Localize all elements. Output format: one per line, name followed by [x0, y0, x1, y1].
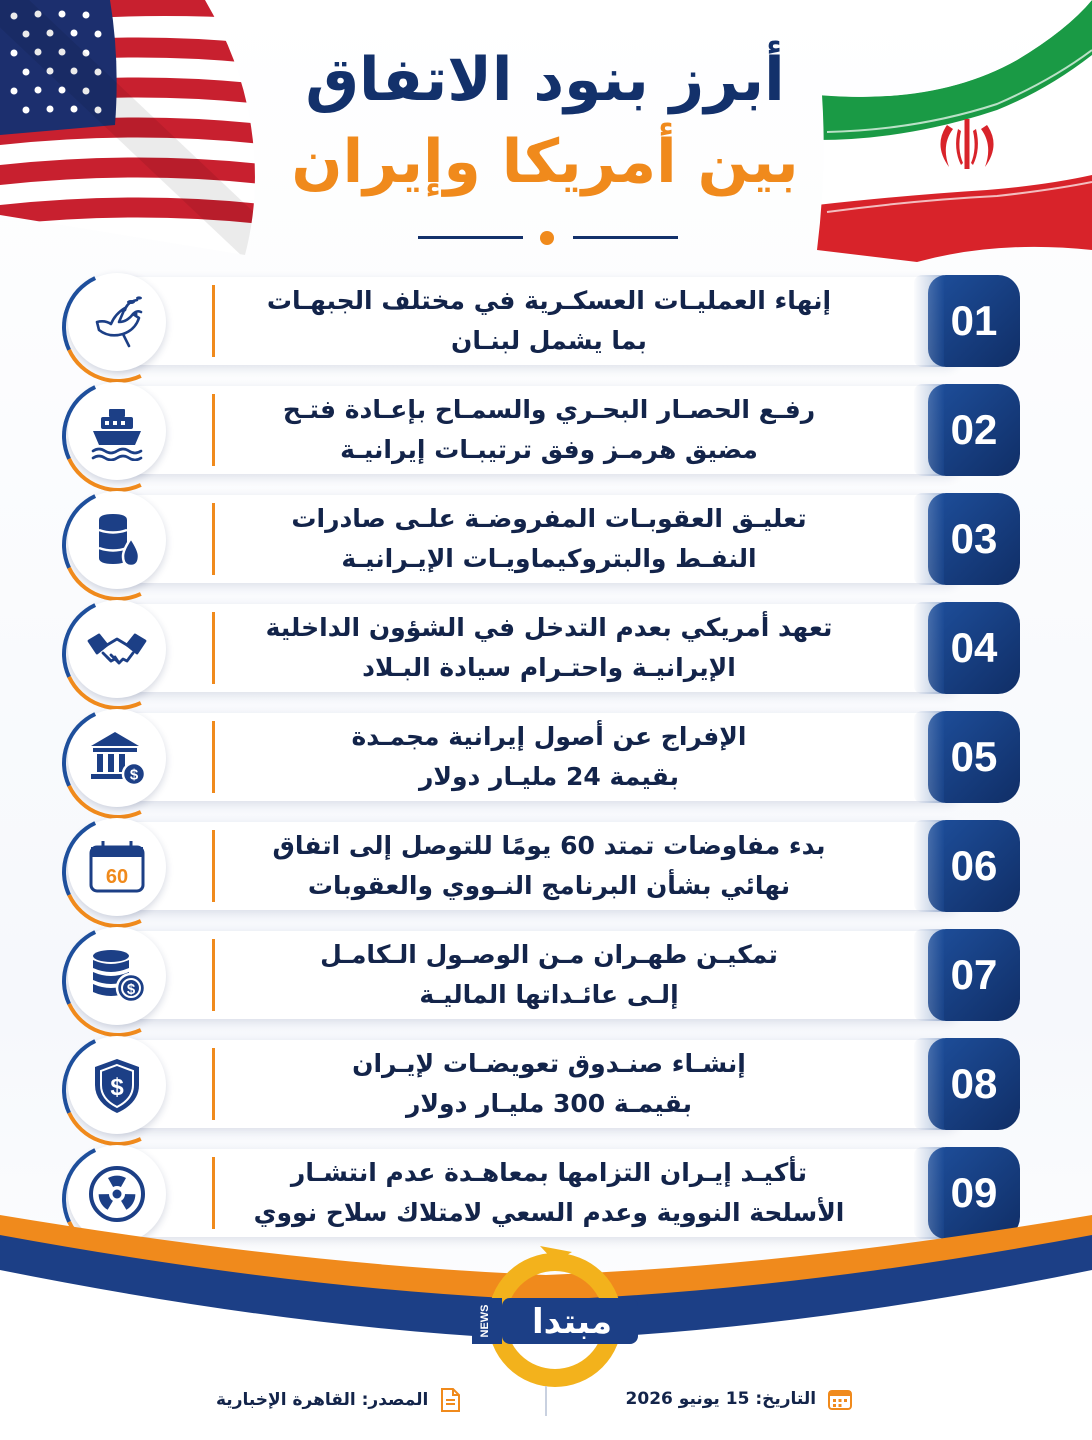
item-text-line-1: تعهد أمريكي بعدم التدخل في الشؤون الداخلية [265, 613, 833, 642]
item-text-line-1: رفـع الحصـار البحـري والسمـاح بإعـادة فتـح [282, 395, 816, 424]
item-text-line-2: إلـى عائـداتها الماليـة [419, 980, 679, 1009]
bank-icon [87, 728, 147, 788]
item-icon-circle [68, 273, 166, 371]
item-separator [212, 285, 215, 357]
item-text-line-2: نهائي بشأن البرنامج النـووي والعقوبات [307, 871, 791, 900]
item-text-line-1: تأكيـد إيـران التزامها بمعاهـدة عدم انتشـار [290, 1158, 808, 1187]
coins-icon [87, 946, 147, 1006]
item-number-badge: 07 [928, 929, 1020, 1021]
item-number-badge: 09 [928, 1147, 1020, 1239]
dove-icon [87, 292, 147, 352]
item-icon-circle [68, 491, 166, 589]
item-separator [212, 830, 215, 902]
item-icon-circle [68, 927, 166, 1025]
item-text [228, 717, 870, 797]
logo-news-text: NEWS [479, 1304, 491, 1338]
item-separator [212, 503, 215, 575]
ship-icon [87, 401, 147, 461]
item-text-line-2: الأسلحة النووية وعدم السعي لامتلاك سلاح نووي [253, 1198, 845, 1227]
item-text-line-2: بما يشمل لبنـان [451, 326, 647, 355]
oil-barrel-icon [87, 510, 147, 570]
item-text-line-2: النفـط والبتروكيماويـات الإيـرانيـة [341, 544, 757, 573]
logo-brand-text: مبتدا [531, 1302, 613, 1342]
item-text-line-2: بقيمـة 300 مليـار دولار [406, 1089, 692, 1118]
handshake-icon [87, 619, 147, 679]
item-text [228, 826, 870, 906]
item-text [228, 499, 870, 579]
item-number-badge: 04 [928, 602, 1020, 694]
item-text [228, 390, 870, 470]
agreement-item [68, 275, 1020, 369]
item-icon-circle [68, 709, 166, 807]
item-text-line-2: بقيمة 24 مليـار دولار [418, 762, 679, 791]
agreement-item [68, 602, 1020, 696]
footer-bar [0, 1380, 1092, 1420]
item-separator [212, 394, 215, 466]
agreement-item [68, 820, 1020, 914]
item-text [228, 935, 870, 1015]
item-text [228, 281, 870, 361]
item-icon-circle [68, 1036, 166, 1134]
item-number-badge: 02 [928, 384, 1020, 476]
item-number-badge: 01 [928, 275, 1020, 367]
page-title: أبرز بنود الاتفاق [305, 45, 785, 115]
item-icon-circle [68, 600, 166, 698]
footer-date-text: التاريخ: 15 يونيو 2026 [625, 1389, 817, 1409]
calendar-icon [87, 837, 147, 897]
footer-source [216, 1388, 460, 1412]
item-number-badge: 05 [928, 711, 1020, 803]
svg-text:$: $ [126, 981, 136, 998]
item-text-line-2: الإيرانيـة واحتـرام سيادة البـلاد [362, 653, 736, 682]
item-text-line-1: تعليـق العقوبـات المفروضـة علـى صادرات [291, 504, 807, 533]
item-text-line-1: تمكيـن طهـران مـن الوصـول الـكامـل [320, 940, 778, 969]
svg-text:$: $ [110, 1074, 124, 1101]
title-divider [418, 236, 678, 239]
item-text [228, 608, 870, 688]
iran-flag-image [817, 0, 1092, 265]
us-flag-image [0, 0, 270, 255]
item-text-line-2: مضيق هرمـز وفق ترتيبـات إيرانيـة [340, 435, 758, 464]
item-text-line-1: بدء مفاوضات تمتد 60 يومًا للتوصل إلى اتفاق [272, 831, 826, 860]
footer-divider [545, 1386, 547, 1416]
item-separator [212, 612, 215, 684]
mubtada-news-logo [460, 1240, 650, 1390]
agreement-item [68, 384, 1020, 478]
item-number-badge: 08 [928, 1038, 1020, 1130]
item-text-line-1: الإفراج عن أصول إيرانية مجمـدة [351, 722, 747, 751]
agreement-item [68, 711, 1020, 805]
footer-date [626, 1388, 852, 1410]
document-icon [440, 1388, 460, 1412]
footer-source-text: المصدر: القاهرة الإخبارية [216, 1390, 429, 1410]
agreement-item [68, 1038, 1020, 1132]
item-number-badge: 03 [928, 493, 1020, 585]
item-separator [212, 939, 215, 1011]
calendar-value: 60 [105, 866, 129, 888]
agreement-item [68, 929, 1020, 1023]
item-icon-circle [68, 818, 166, 916]
svg-text:$: $ [129, 766, 139, 784]
item-text-line-1: إنشـاء صنـدوق تعويضـات لإيـران [352, 1049, 746, 1078]
item-separator [212, 1048, 215, 1120]
item-text [228, 1044, 870, 1124]
item-number-badge: 06 [928, 820, 1020, 912]
agreement-item [68, 493, 1020, 587]
item-icon-circle [68, 382, 166, 480]
item-text-line-1: إنهاء العمليـات العسكـرية في مختلف الجبهـات [266, 286, 832, 315]
item-separator [212, 721, 215, 793]
calendar-small-icon [828, 1388, 852, 1410]
shield-dollar-icon [87, 1055, 147, 1115]
page-subtitle: بين أمريكا وإيران [291, 127, 799, 197]
